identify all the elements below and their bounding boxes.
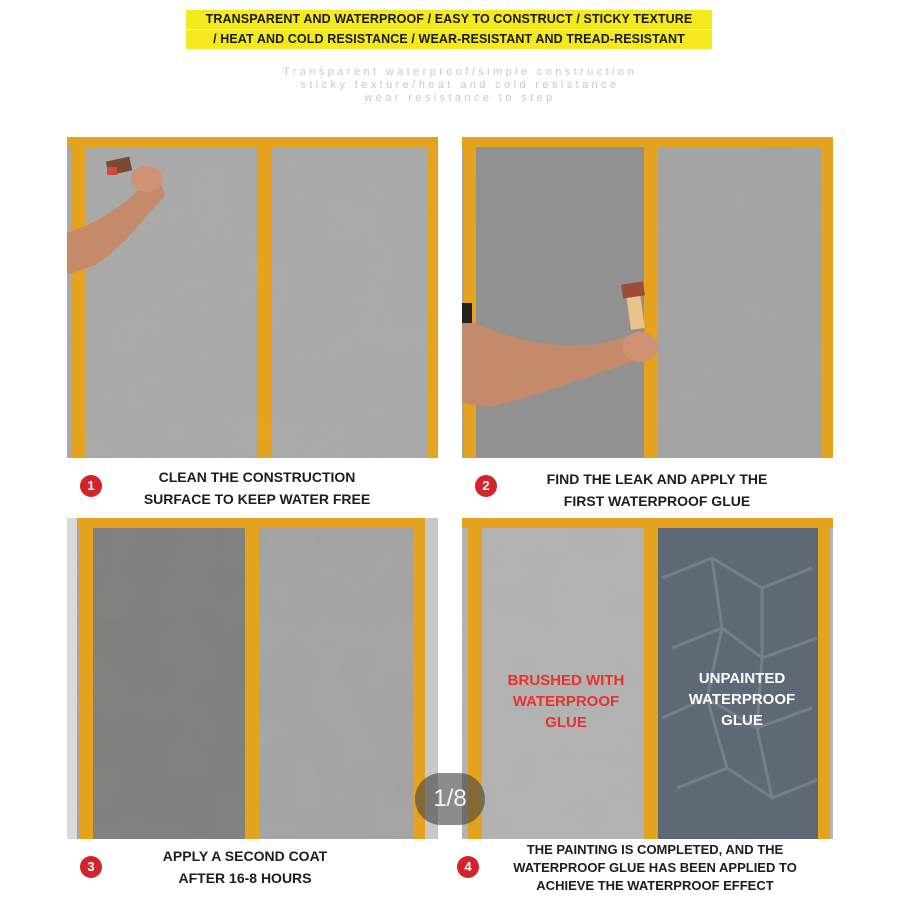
step-2-photo (462, 137, 833, 458)
brushed-label-line-1: BRUSHED WITH (507, 672, 625, 689)
step-1-caption-line-1: CLEAN THE CONSTRUCTION (158, 469, 356, 485)
subtitle-line-2: sticky texture/heat and cold resistance (300, 79, 620, 91)
step-3-photo (67, 518, 438, 839)
step-2-caption-line-1: FIND THE LEAK AND APPLY THE (546, 471, 768, 487)
step-3-caption-line-2: AFTER 16-8 HOURS (178, 870, 312, 886)
gallery-page-indicator[interactable]: 1/8 (415, 773, 485, 825)
unpainted-label-line-3: GLUE (721, 712, 763, 729)
step-1-badge: 1 (80, 475, 102, 497)
brushed-label (492, 670, 640, 733)
step-2-caption (506, 468, 808, 512)
step-2-caption-line-2: FIRST WATERPROOF GLUE (563, 493, 751, 509)
step-3-badge: 3 (80, 856, 102, 878)
step-3-caption-line-1: APPLY A SECOND COAT (162, 848, 328, 864)
headline-line-1: TRANSPARENT AND WATERPROOF / EASY TO CONSTRUCT / STICKY TEXTURE (186, 10, 712, 29)
step-1-photo (67, 137, 438, 458)
unpainted-label (668, 668, 816, 731)
headline-band (186, 10, 712, 50)
step-4-caption (480, 841, 830, 895)
step-2-badge: 2 (475, 475, 497, 497)
unpainted-label-line-1: UNPAINTED (698, 670, 786, 687)
step-4-badge: 4 (457, 856, 479, 878)
unpainted-label-line-2: WATERPROOF (688, 691, 796, 708)
step-1-caption-line-2: SURFACE TO KEEP WATER FREE (143, 491, 371, 507)
step-3-caption (112, 845, 378, 889)
step-4-caption-line-2: WATERPROOF GLUE HAS BEEN APPLIED TO (513, 860, 797, 875)
step-4-caption-line-1: THE PAINTING IS COMPLETED, AND THE (526, 842, 784, 857)
headline-line-2: / HEAT AND COLD RESISTANCE / WEAR-RESISTANT AND TREAD-RESISTANT (186, 30, 712, 49)
brushed-label-line-2: WATERPROOF (512, 693, 620, 710)
subtitle-line-3: wear resistance to step (364, 92, 556, 104)
step-4-caption-line-3: ACHIEVE THE WATERPROOF EFFECT (536, 878, 774, 893)
step-1-caption (112, 466, 402, 510)
subtitle-line-1: Transparent waterproof/simple construction (283, 66, 637, 78)
subtitle (240, 66, 680, 105)
brushed-label-line-3: GLUE (545, 714, 587, 731)
